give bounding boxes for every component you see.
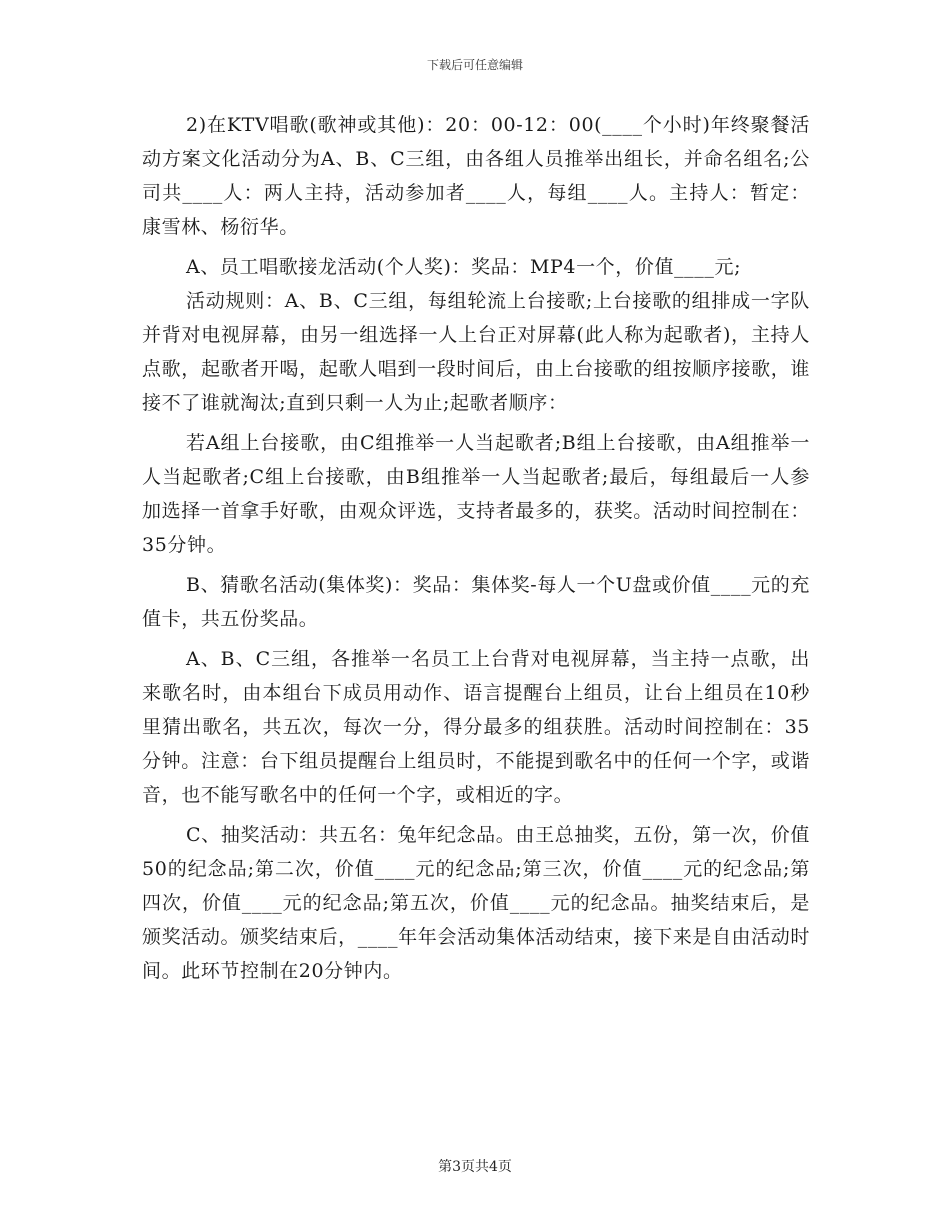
paragraph-activity-b: B、猜歌名活动(集体奖)：奖品：集体奖-每人一个U盘或价值____元的充值卡，共五份奖品。 bbox=[142, 574, 810, 630]
page-footer: 第3页共4页 bbox=[438, 1159, 512, 1175]
paragraph-activity-rules: 活动规则：A、B、C三组，每组轮流上台接歌;上台接歌的组排成一字队并背对电视屏幕，由另一组选择一人上台正对屏幕(此人称为起歌者)，主持人点歌，起歌者开喝，起歌人唱到一段时间后，由上台接歌的组按顺序接歌，谁接不了谁就淘汰;直到只剩一人为止;起歌者顺序： bbox=[142, 290, 810, 414]
document-body bbox=[142, 108, 810, 988]
paragraph-ktv-intro: 2)在KTV唱歌(歌神或其他)：20：00-12：00(____个小时)年终聚餐活动方案文化活动分为A、B、C三组，由各组人员推举出组长，并命名组名;公司共____人：两人主持，活动参加者____人，每组____人。主持人：暂定：康雪林、杨衍华。 bbox=[142, 114, 810, 238]
paragraph-guess-rules: A、B、C三组，各推举一名员工上台背对电视屏幕，当主持一点歌，出来歌名时，由本组台下成员用动作、语言提醒台上组员，让台上组员在10秒里猜出歌名，共五次，每次一分，得分最多的组获胜。活动时间控制在：35分钟。注意：台下组员提醒台上组员时，不能提到歌名中的任何一个字，或谐音，也不能写歌名中的任何一个字，或相近的字。 bbox=[142, 648, 810, 806]
page-header: 下载后可任意编辑 bbox=[426, 58, 523, 72]
paragraph-activity-c: C、抽奖活动：共五名：兔年纪念品。由王总抽奖，五份，第一次，价值50的纪念品;第二次，价值____元的纪念品;第三次，价值____元的纪念品;第四次，价值____元的纪念品;第五次，价值____元的纪念品。抽奖结束后，是颁奖活动。颁奖结束后，____年年会活动集体活动结束，接下来是自由活动时间。此环节控制在20分钟内。 bbox=[142, 824, 810, 982]
paragraph-singer-order: 若A组上台接歌，由C组推举一人当起歌者;B组上台接歌，由A组推举一人当起歌者;C组上台接歌，由B组推举一人当起歌者;最后，每组最后一人参加选择一首拿手好歌，由观众评选，支持者最多的，获奖。活动时间控制在：35分钟。 bbox=[142, 432, 810, 556]
paragraph-activity-a: A、员工唱歌接龙活动(个人奖)：奖品：MP4一个，价值____元; bbox=[186, 256, 742, 278]
